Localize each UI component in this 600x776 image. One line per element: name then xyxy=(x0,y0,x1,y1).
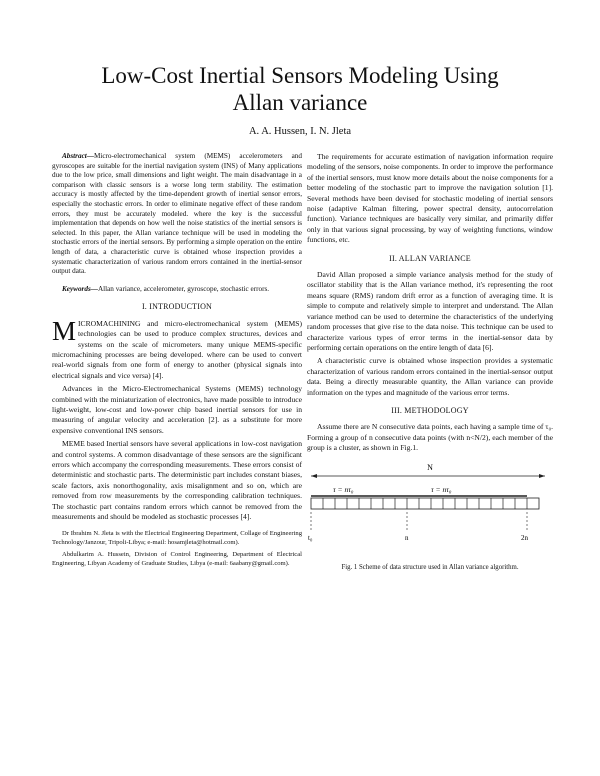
figure-1-diagram xyxy=(307,460,553,560)
title-line-2: Allan variance xyxy=(232,90,368,115)
footnote-2: Abdulkarim A. Hussein, Division of Control Engineering, Department of Electrical Engineering, Libyan Academy of Graduate Studies, Libya (e-mail: 6aabany@gmail.com). xyxy=(52,551,302,567)
title-line-1: Low-Cost Inertial Sensors Modeling Using xyxy=(101,63,499,88)
intro-paragraph-3: MEME based Inertial sensors have several applications in low-cost navigation and control systems. A common disadvantage of these sensors are the significant errors which accompany the corresponding measurements. These errors consist of deterministic and stochastic parts. The deterministic part includes constant biases, scale factors, axis nonorthogonality, axis misalignment and so on, which are removed from row measurements by the corresponding calibration techniques. The stochastic part contains random errors which cannot be removed from the measurements and should be modeled as stochastic processes [4]. xyxy=(52,439,302,522)
abstract-text: Micro-electromechanical system (MEMS) accelerometers and gyroscopes are suitable for the inertial navigation system (INS) of Many applications due to the low price, small dimensions and light weight. The main disadvantage in a comparison with classic sensors is a worse long term stability. The estimation accuracy is mostly affected by the time-dependent growth of inertial sensor errors, especially the stochastic errors. In order to eliminate negative effect of these random errors, they must be accurately modeled. where the key is the successful implementation that depends on how well the noise statistics of the inertial sensors is selected. In this paper, the Allan variance technique will be used in modeling the stochastic errors of the inertial sensors. By performing a simple operation on the entire length of data, a characteristic curve is obtained whose inspection provides a systematic characterization of various random errors contained in the inertial-sensor output data. xyxy=(52,152,302,276)
figure-cell-dividers xyxy=(323,498,527,509)
footnote-1: Dr Ibrahim N. Jleta is with the Electrical Engineering Department, Collage of Engineering Technology/Janzour, Tripoli-Libya; e-mail: hosamjleta@hotmail.com). xyxy=(52,530,302,547)
figure-n-arrow-left xyxy=(311,474,317,478)
section-heading-introduction: I. INTRODUCTION xyxy=(141,302,213,312)
figure-label-tau-2: τ = nτ₀ xyxy=(431,484,452,494)
intro-paragraph-1-text: ICROMACHINING and micro-electromechanical system (MEMS) technologies can be used to produce complex structures, devices and systems on the scale of micrometers. many unique MEMS-specific micromachining processes are being developed. where can be used to convert real-world signals from one form of energy to another (physical signals into electrical signals and vice versa) [4]. xyxy=(52,318,302,380)
drop-cap: M xyxy=(52,315,77,346)
figure-label-n: N xyxy=(427,462,433,472)
figure-n-arrow-right xyxy=(539,474,545,478)
methodology-paragraph-1: Assume there are N consecutive data points, each having a sample time of τ₀. Forming a group of n consecutive data points (with n<N/2), each member of the group is a cluster, as shown in Fig.1. xyxy=(307,422,553,453)
keywords-label: Keywords— xyxy=(62,284,98,293)
section-heading-allan-variance: II. ALLAN VARIANCE xyxy=(389,253,471,263)
allan-paragraph-2: A characteristic curve is obtained whose inspection provides a systematic characterization of various random errors contained in the inertial-sensor output data. Being a directly measurable quantity, the Allan variance can provide information on the types and magnitude of the various error terms. xyxy=(307,356,553,397)
right-column xyxy=(307,152,553,571)
allan-paragraph-1: David Allan proposed a simple variance analysis method for the study of oscillator stability that is the Allan variance method, it's representing the root means square (RMS) random drift error as a function of averaging time. It is simple to compute and relatively simple to interpret and understand. The Allan variance method can be used to determine the characteristics of the underlying random processes that give rise to the data noise. This technique can be used to characterize various types of error terms in the inertial-sensor data by performing certain operations on the entire length of data [6]. xyxy=(307,270,553,352)
figure-tick-label-1: n xyxy=(405,533,409,542)
abstract xyxy=(52,152,302,277)
figure-tick-label-2: 2n xyxy=(521,533,528,542)
section-heading-methodology: III. METHODOLOGY xyxy=(391,405,469,415)
left-column xyxy=(52,152,302,572)
figure-label-tau-1: τ = nτ₀ xyxy=(333,484,354,494)
right-paragraph-1: The requirements for accurate estimation of navigation information require modeling of the sensors, noise components. In order to improve the performance of the inertial sensors, must know more details about the noise components for a better modeling of the stochastic part to improve the navigation solution [1]. Several methods have been devised for stochastic modeling of inertial sensors noise (adaptive Kalman filtering, power spectral density, autocorrelation function). Variance techniques are basically very similar, and primarily differ only in that various signal processing, by way of weighting functions, window functions, etc. xyxy=(307,152,553,245)
keywords xyxy=(52,285,302,295)
footnotes xyxy=(52,530,302,568)
abstract-label: Abstract— xyxy=(62,152,94,160)
paper-title xyxy=(60,62,540,116)
keywords-text: Allan variance, accelerometer, gyroscope, stochastic errors. xyxy=(97,284,270,293)
figure-1 xyxy=(307,460,553,571)
figure-tick-label-0: t₀ xyxy=(308,533,313,542)
figure-data-strip xyxy=(311,498,539,509)
intro-paragraph-2: Advances in the Micro-Electromechanical Systems (MEMS) technology combined with the miniaturization of electronics, have made possible to introduce light-weight, low-cost and low-power chip based inertial sensors for use in measuring of angular velocity and acceleration [2]. as a substitute for more expensive conventional INS sensors. xyxy=(52,384,302,435)
figure-caption: Fig. 1 Scheme of data structure used in Allan variance algorithm. xyxy=(341,563,519,571)
authors: A. A. Hussen, I. N. Jleta xyxy=(248,126,352,137)
intro-paragraph-1 xyxy=(52,315,302,381)
figure-tick-markers xyxy=(311,512,527,532)
